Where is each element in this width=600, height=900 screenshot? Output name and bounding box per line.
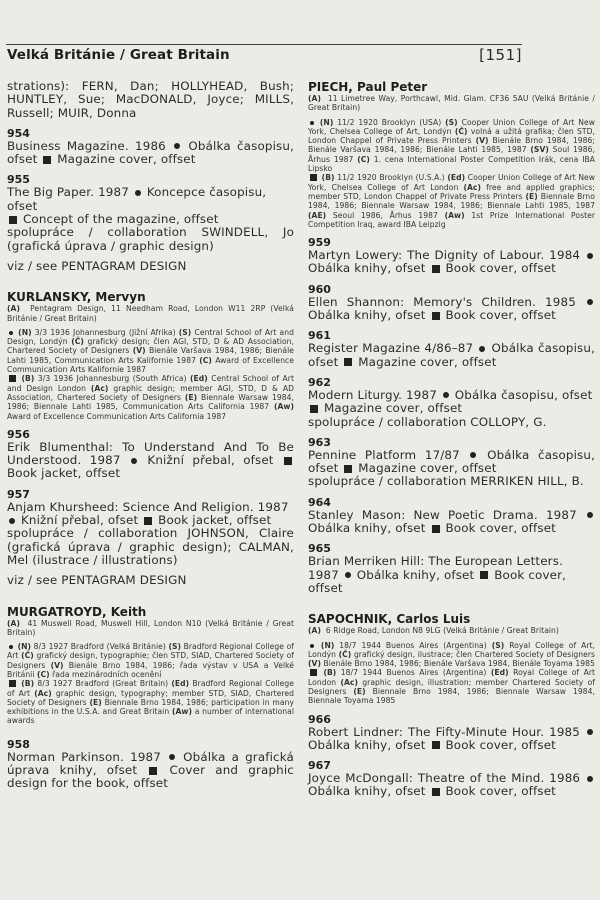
square-icon bbox=[432, 312, 440, 320]
page-number: [151] bbox=[479, 46, 522, 64]
designer-bio: (N) 8/3 1927 Bradford (Velká Británie) (S) Bradford Regional College of Art (Č) grafický design, typographie; člen STD, SIAD, Chartered Society of Designers (V) Bienále Brno 1984, 1986; řada výstav v USA a Velké Británii (C) řada mezinárodních ocenění (B) 8/3 1927 Bradford (Great Britain) (Ed) Bradford Regional College of Art (Ac) graphic design, typography; member STD, SIAD, Chartered Society of Designers (E) Biennale Brno 1984, 1986; participation in many exhibitions in the U.S.A. and Great Britain (Aw) a number of international awards bbox=[7, 642, 295, 726]
see-reference: viz / see PENTAGRAM DESIGN bbox=[7, 573, 187, 588]
bullet-icon bbox=[310, 121, 314, 125]
entry-number: 965 bbox=[308, 542, 331, 556]
entry-number: 959 bbox=[308, 236, 331, 250]
square-icon bbox=[43, 156, 51, 164]
square-icon bbox=[344, 465, 352, 473]
bullet-icon bbox=[135, 190, 141, 196]
entry-967: Joyce McDongall: Theatre of the Mind. 1986 Obálka knihy, ofset Book cover, offset bbox=[308, 772, 595, 799]
square-icon bbox=[310, 174, 317, 181]
designer-bio: (N) 11/2 1920 Brooklyn (USA) (S) Cooper Union College of Art New York, Chelsea College of Art, Londýn (Č) volná a užitá grafika; člen STD, London Chappel of Private Press Printers (V) Bienále Brno 1984, 1986; Bienále Varšava 1984, 1986; Bienále Lahti 1985, 1987 (SV) Soul 1986, Århus 1987 (C) 1. cena International Poster Competition Irák, cena IBA Lipsko (B) 11/2 1920 Brooklyn (U.S.A.) (Ed) Cooper Union College of Art New York, Chelsea College of Art London (Ac) free and applied graphics; member STD, London Chappel of Private Press Printers (E) Biennale Brno 1984, 1986; Biennale Warsaw 1984, 1986; Biennale Lahti 1985, 1987 (AE) Seoul 1986, Århus 1987 (Aw) 1st Prize International Poster Competition Iraq, award IBA Leipzig bbox=[308, 117, 596, 229]
designer-address: (A) 41 Muswell Road, Muswell Hill, London N10 (Velká Británie / Great Britain) bbox=[7, 618, 294, 637]
left-column bbox=[7, 80, 294, 791]
see-reference: viz / see PENTAGRAM DESIGN bbox=[7, 258, 187, 273]
collaboration-text: spolupráce / collaboration COLLOPY, G. bbox=[308, 414, 547, 429]
entry-number: 962 bbox=[308, 375, 331, 389]
square-icon bbox=[284, 457, 292, 465]
square-icon bbox=[432, 788, 440, 796]
entry-961: Register Magazine 4/86–87 Obálka časopisu, ofset Magazine cover, offset bbox=[308, 341, 595, 369]
designer-name: PIECH, Paul Peter bbox=[308, 80, 428, 94]
bullet-icon bbox=[587, 729, 593, 735]
designer-address: (A) Pentagram Design, 11 Needham Road, London W11 2RP (Velká Británie / Great Britain) bbox=[7, 304, 294, 323]
entry-number: 956 bbox=[7, 427, 30, 441]
entry-963: Pennine Platform 17/87 Obálka časopisu, ofset Magazine cover, offset bbox=[308, 447, 596, 476]
entry-number: 966 bbox=[308, 712, 331, 726]
designer-name: MURGATROYD, Keith bbox=[7, 604, 147, 619]
entry-954: Business Magazine. 1986 Obálka časopisu, ofset Magazine cover, offset bbox=[7, 138, 294, 167]
bullet-icon bbox=[587, 253, 593, 259]
entry-957: Anjam Khursheed: Science And Religion. 1987 Knižní přebal, ofset Book jacket, offset bbox=[7, 499, 289, 528]
designer-address: (A) 11 Limetree Way, Porthcawl, Mid. Glam. CF36 5AU (Velká Británie / Great Britain) bbox=[308, 94, 595, 113]
entry-number: 963 bbox=[308, 435, 331, 449]
entry-966: Robert Lindner: The Fifty-Minute Hour. 1985 Obálka knihy, ofset Book cover, offset bbox=[308, 726, 595, 753]
entry-number: 964 bbox=[308, 495, 331, 509]
square-icon bbox=[432, 741, 440, 749]
entry-959: Martyn Lowery: The Dignity of Labour. 1984 Obálka knihy, ofset Book cover, offset bbox=[308, 249, 595, 276]
entry-number: 957 bbox=[7, 487, 30, 501]
bullet-icon bbox=[345, 572, 351, 578]
collaboration-text: spolupráce / collaboration SWINDELL, Jo (grafická úprava / graphic design) bbox=[7, 225, 294, 253]
bullet-icon bbox=[9, 645, 13, 649]
entry-965: Brian Merriken Hill: The European Letters. 1987 Obálka knihy, ofset Book cover, offset bbox=[308, 554, 567, 595]
designer-address: (A) 6 Ridge Road, London N8 9LG (Velká Británie / Great Britain) bbox=[308, 626, 559, 636]
square-icon bbox=[9, 375, 16, 382]
designer-name: KURLANSKY, Mervyn bbox=[7, 290, 146, 305]
entry-962: Modern Liturgy. 1987 Obálka časopisu, ofset Magazine cover, offset bbox=[308, 387, 593, 416]
bullet-icon bbox=[443, 392, 449, 398]
bullet-icon bbox=[587, 299, 593, 305]
bullet-icon bbox=[131, 458, 137, 464]
entry-956: Erik Blumenthal: To Understand And To Be Understood. 1987 Knižní přebal, ofset Book jacket, offset bbox=[7, 439, 294, 481]
entry-number: 960 bbox=[308, 282, 331, 296]
square-icon bbox=[432, 525, 440, 533]
designer-name: SAPOCHNIK, Carlos Luis bbox=[308, 612, 471, 627]
square-icon bbox=[432, 265, 440, 273]
square-icon bbox=[149, 767, 157, 775]
entry-960: Ellen Shannon: Memory's Children. 1985 Obálka knihy, ofset Book cover, offset bbox=[308, 296, 595, 323]
square-icon bbox=[9, 680, 16, 687]
bullet-icon bbox=[479, 346, 485, 352]
square-icon bbox=[310, 405, 318, 413]
square-icon bbox=[144, 517, 152, 525]
header-rule bbox=[6, 44, 522, 45]
page-title: Velká Británie / Great Britain bbox=[7, 47, 230, 63]
bullet-icon bbox=[174, 143, 180, 149]
bullet-icon bbox=[470, 452, 476, 458]
bullet-icon bbox=[9, 331, 13, 335]
entry-964: Stanley Mason: New Poetic Drama. 1987 Obálka knihy, ofset Book cover, offset bbox=[308, 509, 595, 536]
designer-bio: (N) 3/3 1936 Johannesburg (Jižní Afrika) (S) Central School of Art and Design, Londýn (Č) grafický design; člen AGI, STD, D & AD Association, Chartered Society of Designers (V) Bienále Varšava 1984, 1986; Bienále Lahti 1985, Communication Arts Kalifornie 1987 (C) Award of Excellence Communication Arts Kalifornie 1987 (B) 3/3 1936 Johannesburg (South Africa) (Ed) Central School of Art and Design London (Ac) graphic design; member AGI, STD, D & AD Association, Chartered Society of Designers (E) Biennale Warsaw 1984, 1986; Biennale Lahti 1985, Communication Arts California 1987 (Aw) Award of Excellence Communication Arts California 1987 bbox=[7, 327, 295, 421]
bullet-icon bbox=[9, 518, 15, 524]
designer-bio: (N) 18/7 1944 Buenos Aires (Argentina) (S) Royal College of Art, Londýn (Č) grafický design, ilustrace; člen Chartered Society of Designers (V) Bienále Brno 1984, 1986; Bienále Varšava 1984, Bienále Toyama 1985 (B) 18/7 1944 Buenos Aires (Argentina) (Ed) Royal College of Art London (Ac) graphic design, illustration; member Chartered Society of Designers (E) Biennale Brno 1984, 1986; Biennale Warsaw 1984, Biennale Toyama 1985 bbox=[308, 640, 596, 706]
square-icon bbox=[310, 669, 317, 676]
right-column bbox=[308, 80, 595, 799]
collaboration-text: spolupráce / collaboration JOHNSON, Claire (grafická úprava / graphic design); CALMAN, Mel (ilustrace / illustrations) bbox=[7, 526, 294, 567]
entry-number: 958 bbox=[7, 737, 30, 751]
collaboration-text: spolupráce / collaboration MERRIKEN HILL, B. bbox=[308, 474, 584, 489]
entry-number: 967 bbox=[308, 759, 331, 773]
entry-958: Norman Parkinson. 1987 Obálka a grafická úprava knihy, ofset Cover and graphic design for the book, offset bbox=[7, 749, 294, 791]
entry-number: 955 bbox=[7, 173, 30, 187]
square-icon bbox=[9, 216, 17, 224]
bullet-icon bbox=[587, 776, 593, 782]
square-icon bbox=[344, 358, 352, 366]
entry-955: The Big Paper. 1987 Koncepce časopisu, ofset Concept of the magazine, offset bbox=[7, 185, 267, 227]
entry-number: 954 bbox=[7, 126, 30, 140]
continuation-text: strations): FERN, Dan; HOLLYHEAD, Bush; HUNTLEY, Sue; MacDONALD, Joyce; MILLS, Russell; MUIR, Donna bbox=[7, 79, 294, 120]
bullet-icon bbox=[310, 644, 314, 648]
bullet-icon bbox=[587, 512, 593, 518]
square-icon bbox=[480, 571, 488, 579]
bullet-icon bbox=[169, 754, 175, 760]
entry-number: 961 bbox=[308, 329, 331, 343]
